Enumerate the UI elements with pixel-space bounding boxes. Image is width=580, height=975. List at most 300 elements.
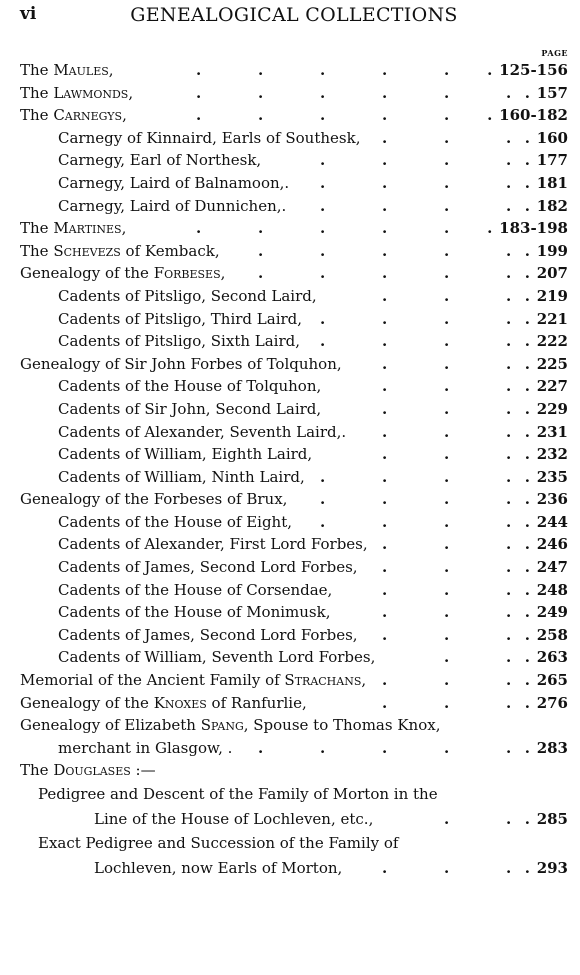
- dot-leader: .: [444, 490, 450, 509]
- entry-page-number: 125-156: [499, 61, 568, 79]
- toc-entry: [20, 579, 568, 602]
- dot-leader: .: [506, 286, 512, 305]
- dot-leader: .: [506, 264, 512, 283]
- dot-leader: .: [506, 580, 512, 599]
- toc-entry: [20, 669, 568, 692]
- dot-leader: .: [258, 264, 264, 283]
- entry-title: [58, 601, 331, 624]
- dot-leader: .: [320, 219, 326, 238]
- entry-text: Cadents of Alexander, First Lord Forbes,: [58, 535, 368, 554]
- entry-text: Genealogy of Elizabeth: [20, 716, 201, 735]
- dot-leader: .: [524, 354, 530, 373]
- entry-text: ,: [122, 106, 127, 125]
- entry-page-number: 258: [536, 625, 568, 644]
- dot-leader: .: [196, 106, 202, 125]
- entry-title: [20, 59, 114, 82]
- dot-leader: .: [506, 332, 512, 351]
- entry-page-number: 160-182: [499, 106, 568, 125]
- dot-leader: .: [524, 809, 530, 828]
- dot-leader: .: [444, 219, 450, 238]
- dot-leader: .: [524, 399, 530, 418]
- entry-title: [58, 398, 321, 421]
- entry-page-number: 157: [536, 83, 568, 102]
- dot-leader: .: [382, 580, 388, 599]
- entry-title: [58, 127, 360, 150]
- entry-page-number: 232: [536, 445, 568, 464]
- dot-leader: .: [444, 625, 450, 644]
- page-header: [20, 4, 568, 34]
- dot-leader: .: [444, 61, 450, 79]
- toc-entry: [20, 172, 568, 195]
- dot-leader: .: [506, 809, 512, 828]
- entry-title: [58, 511, 292, 534]
- entry-surname: Schevezs: [53, 241, 121, 260]
- entry-text: merchant in Glasgow, .: [58, 738, 233, 757]
- dot-leader: .: [382, 422, 388, 441]
- dot-leader: .: [444, 558, 450, 577]
- dot-leader: .: [382, 858, 388, 877]
- dot-leader: .: [258, 61, 264, 79]
- dot-leader: .: [524, 128, 530, 147]
- dot-leader: .: [506, 151, 512, 170]
- toc-entry: [20, 807, 568, 832]
- entry-surname: Douglases: [53, 761, 131, 780]
- table-of-contents: [20, 59, 568, 880]
- toc-entry: [20, 104, 568, 127]
- entry-title: [20, 714, 440, 737]
- dot-leader: .: [320, 490, 326, 509]
- dot-leader: .: [524, 693, 530, 712]
- dot-leader: .: [506, 241, 512, 260]
- entry-text: The: [20, 106, 54, 125]
- dot-leader: .: [506, 196, 512, 215]
- dot-leader: .: [524, 558, 530, 577]
- entry-text: Cadents of Pitsligo, Third Laird,: [58, 309, 303, 328]
- entry-text: Lochleven, now Earls of Morton,: [94, 858, 343, 877]
- dot-leader: .: [506, 693, 512, 712]
- entry-text: Genealogy of the: [20, 264, 154, 283]
- toc-entry: [20, 624, 568, 647]
- toc-entry: [20, 759, 568, 782]
- dot-leader: .: [524, 151, 530, 170]
- dot-leader: .: [196, 83, 202, 102]
- dot-leader: .: [382, 173, 388, 192]
- entry-text: of Kemback,: [120, 241, 220, 260]
- dot-leader: .: [382, 558, 388, 577]
- dot-leader: .: [444, 309, 450, 328]
- dot-leader: .: [506, 738, 512, 757]
- dot-leader: .: [506, 399, 512, 418]
- dot-leader: .: [444, 809, 450, 828]
- dot-leader: .: [524, 490, 530, 509]
- toc-entry: [20, 692, 568, 715]
- entry-text: Carnegy, Laird of Balnamoon,.: [58, 173, 290, 192]
- entry-page-number: 199: [536, 241, 568, 260]
- dot-leader: .: [382, 151, 388, 170]
- dot-leader: .: [506, 422, 512, 441]
- dot-leader: .: [320, 151, 326, 170]
- entry-page-number: 248: [536, 580, 568, 599]
- toc-entry: [20, 533, 568, 556]
- toc-entry: [20, 375, 568, 398]
- dot-leader: .: [320, 309, 326, 328]
- dot-leader: .: [506, 83, 512, 102]
- entry-title: [58, 421, 346, 444]
- dot-leader: .: [444, 580, 450, 599]
- entry-title: [20, 217, 126, 240]
- entry-surname: Maules: [53, 61, 109, 79]
- entry-title: [38, 782, 438, 807]
- entry-page-number: 182: [536, 196, 568, 215]
- entry-title: [20, 82, 133, 105]
- dot-leader: .: [524, 173, 530, 192]
- dot-leader: .: [524, 625, 530, 644]
- toc-entry: [20, 82, 568, 105]
- dot-leader: .: [524, 286, 530, 305]
- entry-page-number: 207: [536, 264, 568, 283]
- entry-page-number: 177: [536, 151, 568, 170]
- entry-surname: Lawmonds: [53, 83, 129, 102]
- dot-leader: .: [382, 445, 388, 464]
- toc-entry: [20, 856, 568, 881]
- toc-entry: [20, 714, 568, 737]
- dot-leader: .: [444, 671, 450, 690]
- dot-leader: .: [444, 535, 450, 554]
- toc-entry: [20, 353, 568, 376]
- running-title: GENEALOGICAL COLLECTIONS: [130, 4, 458, 26]
- entry-text: Cadents of James, Second Lord Forbes,: [58, 558, 358, 577]
- dot-leader: .: [382, 738, 388, 757]
- entry-page-number: 244: [536, 512, 568, 531]
- dot-leader: .: [382, 467, 388, 486]
- dot-leader: .: [506, 173, 512, 192]
- dot-leader: .: [196, 61, 202, 79]
- entry-title: [58, 172, 289, 195]
- entry-text: of Ranfurlie,: [206, 693, 307, 712]
- entry-title: [58, 149, 261, 172]
- entry-text: Cadents of Sir John, Second Laird,: [58, 399, 322, 418]
- entry-page-number: 285: [536, 809, 568, 828]
- entry-text: Cadents of the House of Corsendae,: [58, 580, 333, 599]
- dot-leader: .: [320, 241, 326, 260]
- entry-page-number: 247: [536, 558, 568, 577]
- entry-title: [58, 624, 358, 647]
- toc-entry: [20, 308, 568, 331]
- entry-page-number: 265: [536, 671, 568, 690]
- dot-leader: .: [382, 535, 388, 554]
- entry-page-number: 227: [536, 377, 568, 396]
- entry-text: Genealogy of the: [20, 693, 154, 712]
- entry-page-number: 221: [536, 309, 568, 328]
- entry-page-number: 293: [536, 858, 568, 877]
- dot-leader: .: [487, 219, 493, 238]
- dot-leader: .: [320, 196, 326, 215]
- dot-leader: .: [444, 106, 450, 125]
- dot-leader: .: [444, 196, 450, 215]
- entry-page-number: 231: [536, 422, 568, 441]
- entry-page-number: 235: [536, 467, 568, 486]
- toc-entry: [20, 443, 568, 466]
- entry-text: ,: [220, 264, 226, 283]
- dot-leader: .: [382, 671, 388, 690]
- page-number: vi: [20, 4, 37, 24]
- entry-title: [58, 737, 232, 760]
- entry-page-number: 246: [536, 535, 568, 554]
- entry-title: [20, 759, 156, 782]
- entry-title: [58, 195, 286, 218]
- dot-leader: .: [524, 377, 530, 396]
- dot-leader: .: [382, 241, 388, 260]
- entry-text: :—: [130, 761, 156, 780]
- entry-title: [20, 240, 220, 263]
- entry-text: ,: [108, 61, 114, 79]
- entry-page-number: 181: [536, 173, 568, 192]
- dot-leader: .: [506, 625, 512, 644]
- dot-leader: .: [258, 219, 264, 238]
- entry-text: Cadents of the House of Eight,: [58, 512, 293, 531]
- dot-leader: .: [258, 83, 264, 102]
- dot-leader: .: [524, 512, 530, 531]
- toc-entry: [20, 262, 568, 285]
- dot-leader: .: [258, 106, 264, 125]
- entry-text: Cadents of James, Second Lord Forbes,: [58, 625, 358, 644]
- dot-leader: .: [444, 422, 450, 441]
- dot-leader: .: [524, 241, 530, 260]
- entry-text: The: [20, 61, 54, 79]
- entry-text: Cadents of Pitsligo, Sixth Laird,: [58, 332, 301, 351]
- dot-leader: .: [524, 858, 530, 877]
- dot-leader: .: [524, 648, 530, 667]
- entry-surname: Forbeses: [153, 264, 221, 283]
- entry-page-number: 236: [536, 490, 568, 509]
- entry-text: Cadents of Pitsligo, Second Laird,: [58, 286, 317, 305]
- dot-leader: .: [506, 128, 512, 147]
- entry-text: ,: [361, 671, 367, 690]
- entry-surname: Spang: [200, 716, 244, 735]
- dot-leader: .: [382, 332, 388, 351]
- dot-leader: .: [382, 196, 388, 215]
- toc-entry: [20, 831, 568, 856]
- entry-title: [20, 353, 342, 376]
- toc-entry: [20, 466, 568, 489]
- dot-leader: .: [524, 309, 530, 328]
- entry-text: Cadents of the House of Monimusk,: [58, 603, 331, 622]
- dot-leader: .: [382, 61, 388, 79]
- dot-leader: .: [444, 738, 450, 757]
- entry-text: Cadents of William, Seventh Lord Forbes,: [58, 648, 376, 667]
- dot-leader: .: [524, 467, 530, 486]
- dot-leader: .: [382, 354, 388, 373]
- dot-leader: .: [444, 173, 450, 192]
- entry-text: Cadents of the House of Tolquhon,: [58, 377, 322, 396]
- dot-leader: .: [444, 512, 450, 531]
- entry-page-number: 229: [536, 399, 568, 418]
- entry-text: Memorial of the Ancient Family of: [20, 671, 285, 690]
- entry-surname: Martines: [53, 219, 122, 238]
- dot-leader: .: [258, 738, 264, 757]
- entry-title: [20, 669, 366, 692]
- entry-title: [20, 262, 225, 285]
- toc-entry: [20, 488, 568, 511]
- dot-leader: .: [506, 309, 512, 328]
- entry-text: Genealogy of Sir John Forbes of Tolquhon,: [20, 354, 342, 373]
- toc-entry: [20, 127, 568, 150]
- entry-text: The: [20, 219, 54, 238]
- toc-entry: [20, 149, 568, 172]
- dot-leader: .: [382, 106, 388, 125]
- dot-leader: .: [524, 535, 530, 554]
- dot-leader: .: [524, 422, 530, 441]
- entry-page-number: 219: [536, 286, 568, 305]
- dot-leader: .: [444, 286, 450, 305]
- dot-leader: .: [506, 445, 512, 464]
- entry-title: [58, 375, 321, 398]
- toc-entry: [20, 195, 568, 218]
- toc-entry: [20, 782, 568, 807]
- toc-entry: [20, 421, 568, 444]
- dot-leader: .: [382, 603, 388, 622]
- entry-page-number: 222: [536, 332, 568, 351]
- dot-leader: .: [382, 219, 388, 238]
- dot-leader: .: [320, 467, 326, 486]
- dot-leader: .: [196, 219, 202, 238]
- toc-entry: [20, 285, 568, 308]
- dot-leader: .: [506, 858, 512, 877]
- entry-text: The: [20, 83, 54, 102]
- entry-surname: Carnegys: [53, 106, 123, 125]
- dot-leader: .: [444, 693, 450, 712]
- entry-title: [58, 556, 358, 579]
- dot-leader: .: [444, 603, 450, 622]
- dot-leader: .: [524, 332, 530, 351]
- dot-leader: .: [382, 309, 388, 328]
- dot-leader: .: [320, 332, 326, 351]
- entry-title: [58, 533, 368, 556]
- dot-leader: .: [382, 399, 388, 418]
- dot-leader: .: [524, 264, 530, 283]
- dot-leader: .: [524, 738, 530, 757]
- entry-title: [58, 466, 305, 489]
- dot-leader: .: [320, 512, 326, 531]
- entry-title: [38, 831, 398, 856]
- entry-text: ,: [128, 83, 134, 102]
- entry-text: Carnegy of Kinnaird, Earls of Southesk,: [58, 128, 361, 147]
- entry-text: The: [20, 241, 54, 260]
- dot-leader: .: [444, 354, 450, 373]
- entry-surname: Strachans: [284, 671, 362, 690]
- toc-entry: [20, 511, 568, 534]
- toc-entry: [20, 59, 568, 82]
- entry-text: Line of the House of Lochleven, etc.,: [94, 809, 374, 828]
- entry-page-number: 276: [536, 693, 568, 712]
- toc-entry: [20, 330, 568, 353]
- dot-leader: .: [382, 512, 388, 531]
- entry-text: The: [20, 761, 54, 780]
- dot-leader: .: [444, 264, 450, 283]
- entry-title: [20, 488, 287, 511]
- entry-title: [94, 856, 342, 881]
- dot-leader: .: [382, 490, 388, 509]
- entry-page-number: 283: [536, 738, 568, 757]
- dot-leader: .: [506, 377, 512, 396]
- dot-leader: .: [506, 467, 512, 486]
- toc-entry: [20, 240, 568, 263]
- dot-leader: .: [444, 377, 450, 396]
- toc-entry: [20, 646, 568, 669]
- entry-title: [58, 443, 312, 466]
- dot-leader: .: [444, 467, 450, 486]
- dot-leader: .: [524, 196, 530, 215]
- dot-leader: .: [382, 693, 388, 712]
- toc-entry: [20, 737, 568, 760]
- dot-leader: .: [506, 535, 512, 554]
- entry-surname: Knoxes: [153, 693, 207, 712]
- dot-leader: .: [524, 83, 530, 102]
- entry-title: [58, 579, 332, 602]
- dot-leader: .: [382, 377, 388, 396]
- entry-text: Carnegy, Laird of Dunnichen,.: [58, 196, 287, 215]
- entry-title: [58, 330, 300, 353]
- dot-leader: .: [382, 83, 388, 102]
- entry-text: , Spouse to Thomas Knox,: [243, 716, 441, 735]
- page-column-label: PAGE: [541, 48, 568, 58]
- dot-leader: .: [444, 648, 450, 667]
- dot-leader: .: [320, 106, 326, 125]
- dot-leader: .: [506, 490, 512, 509]
- dot-leader: .: [487, 106, 493, 125]
- toc-entry: [20, 556, 568, 579]
- dot-leader: .: [382, 625, 388, 644]
- dot-leader: .: [444, 83, 450, 102]
- entry-page-number: 160: [536, 128, 568, 147]
- dot-leader: .: [258, 241, 264, 260]
- dot-leader: .: [320, 61, 326, 79]
- entry-page-number: 225: [536, 354, 568, 373]
- entry-page-number: 183-198: [499, 219, 568, 238]
- toc-entry: [20, 217, 568, 240]
- entry-title: [20, 104, 127, 127]
- entry-title: [58, 308, 302, 331]
- dot-leader: .: [524, 603, 530, 622]
- dot-leader: .: [382, 264, 388, 283]
- entry-text: Genealogy of the Forbeses of Brux,: [20, 490, 288, 509]
- entry-text: Cadents of William, Eighth Laird,: [58, 445, 313, 464]
- dot-leader: .: [320, 264, 326, 283]
- dot-leader: .: [382, 128, 388, 147]
- dot-leader: .: [320, 83, 326, 102]
- dot-leader: .: [506, 603, 512, 622]
- entry-text: Cadents of William, Ninth Laird,: [58, 467, 305, 486]
- entry-page-number: 249: [536, 603, 568, 622]
- dot-leader: .: [524, 580, 530, 599]
- entry-title: [58, 285, 317, 308]
- dot-leader: .: [506, 648, 512, 667]
- dot-leader: .: [524, 671, 530, 690]
- toc-entry: [20, 398, 568, 421]
- dot-leader: .: [524, 445, 530, 464]
- entry-text: Cadents of Alexander, Seventh Laird,.: [58, 422, 347, 441]
- entry-title: [20, 692, 307, 715]
- dot-leader: .: [320, 738, 326, 757]
- entry-page-number: 263: [536, 648, 568, 667]
- toc-entry: [20, 601, 568, 624]
- dot-leader: .: [506, 671, 512, 690]
- dot-leader: .: [487, 61, 493, 79]
- dot-leader: .: [444, 241, 450, 260]
- entry-text: ,: [121, 219, 127, 238]
- dot-leader: .: [444, 151, 450, 170]
- entry-title: [58, 646, 375, 669]
